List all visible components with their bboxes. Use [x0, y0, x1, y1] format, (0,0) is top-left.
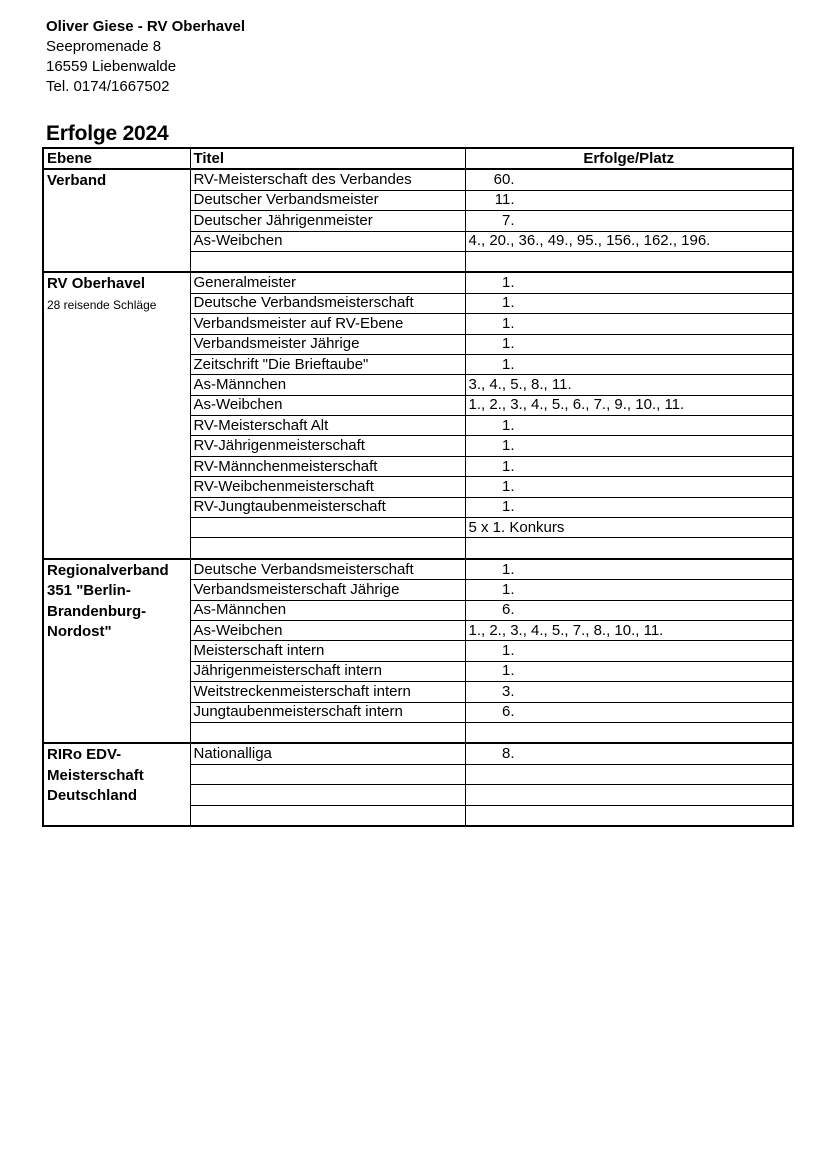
- titel-cell: As-Männchen: [190, 600, 465, 620]
- titel-cell: RV-Meisterschaft des Verbandes: [190, 169, 465, 190]
- platz-cell: [465, 682, 793, 702]
- platz-cell: [465, 354, 793, 374]
- titel-cell: Deutscher Jährigenmeister: [190, 211, 465, 231]
- titel-cell: RV-Jährigenmeisterschaft: [190, 436, 465, 456]
- platz-value: 1.: [501, 294, 515, 312]
- platz-cell: [465, 559, 793, 580]
- erfolge-table: [42, 147, 794, 827]
- platz-value: 6.: [501, 703, 515, 721]
- ebene-cell: [43, 272, 190, 558]
- titel-cell: [190, 538, 465, 559]
- platz-cell: [465, 314, 793, 334]
- ebene-level-label: RIRo EDV-Meisterschaft Deutschland: [47, 746, 144, 805]
- platz-cell: [465, 538, 793, 559]
- platz-cell: 5 x 1. Konkurs: [465, 518, 793, 538]
- sender-phone: Tel. 0174/1667502: [46, 78, 170, 95]
- platz-cell: [465, 456, 793, 476]
- platz-cell: [465, 722, 793, 743]
- titel-cell: Deutsche Verbandsmeisterschaft: [190, 293, 465, 313]
- platz-cell: 1., 2., 3., 4., 5., 6., 7., 9., 10., 11.: [465, 395, 793, 415]
- ebene-cell: [43, 169, 190, 272]
- platz-cell: [465, 805, 793, 826]
- titel-cell: Verbandsmeister auf RV-Ebene: [190, 314, 465, 334]
- platz-cell: [465, 477, 793, 497]
- titel-cell: RV-Jungtaubenmeisterschaft: [190, 497, 465, 517]
- ebene-level-label: RV Oberhavel: [47, 275, 146, 293]
- platz-value: 1.: [501, 457, 515, 475]
- titel-cell: [190, 805, 465, 826]
- titel-cell: RV-Meisterschaft Alt: [190, 416, 465, 436]
- ebene-cell: [43, 559, 190, 744]
- platz-value: 1.: [501, 560, 515, 578]
- platz-cell: [465, 169, 793, 190]
- platz-value: 1.: [501, 477, 515, 495]
- table-row: [43, 559, 793, 580]
- platz-cell: [465, 661, 793, 681]
- platz-value: 7.: [501, 211, 515, 229]
- titel-cell: Weitstreckenmeisterschaft intern: [190, 682, 465, 702]
- table-header-row: [43, 148, 793, 169]
- sender-block: [42, 17, 792, 97]
- platz-value: 8.: [501, 745, 515, 763]
- ebene-cell: [43, 743, 190, 826]
- titel-cell: Verbandsmeister Jährige: [190, 334, 465, 354]
- titel-cell: [190, 251, 465, 272]
- platz-value: 1.: [501, 642, 515, 660]
- titel-cell: Deutscher Verbandsmeister: [190, 190, 465, 210]
- titel-cell: [190, 722, 465, 743]
- platz-value: 1.: [501, 662, 515, 680]
- platz-cell: [465, 580, 793, 600]
- platz-cell: 3., 4., 5., 8., 11.: [465, 375, 793, 395]
- titel-cell: As-Männchen: [190, 375, 465, 395]
- titel-cell: Meisterschaft intern: [190, 641, 465, 661]
- platz-value: 1.: [501, 437, 515, 455]
- titel-cell: Jungtaubenmeisterschaft intern: [190, 702, 465, 722]
- platz-value: 11.: [494, 191, 515, 209]
- titel-cell: Verbandsmeisterschaft Jährige: [190, 580, 465, 600]
- platz-cell: [465, 211, 793, 231]
- platz-cell: [465, 743, 793, 764]
- titel-cell: Jährigenmeisterschaft intern: [190, 661, 465, 681]
- platz-value: 1.: [501, 580, 515, 598]
- platz-value: 1.: [501, 355, 515, 373]
- platz-cell: [465, 272, 793, 293]
- platz-cell: [465, 293, 793, 313]
- platz-cell: 1., 2., 3., 4., 5., 7., 8., 10., 11.: [465, 620, 793, 640]
- platz-cell: [465, 190, 793, 210]
- platz-value: 1.: [501, 314, 515, 332]
- sender-name: Oliver Giese - RV Oberhavel: [46, 18, 245, 35]
- column-header-erfolge-platz: Erfolge/Platz: [465, 148, 793, 169]
- platz-value: 3.: [501, 682, 515, 700]
- table-row: [43, 272, 793, 293]
- titel-cell: As-Weibchen: [190, 231, 465, 251]
- table-row: [43, 169, 793, 190]
- column-header-titel: Titel: [190, 148, 465, 169]
- ebene-level-label: Regionalverband 351 "Berlin-Brandenburg-Nordost": [47, 561, 169, 641]
- platz-value: 6.: [501, 601, 515, 619]
- platz-cell: [465, 702, 793, 722]
- titel-cell: RV-Männchenmeisterschaft: [190, 456, 465, 476]
- titel-cell: [190, 785, 465, 805]
- column-header-ebene: Ebene: [43, 148, 190, 169]
- platz-cell: [465, 251, 793, 272]
- titel-cell: Nationalliga: [190, 743, 465, 764]
- platz-cell: [465, 497, 793, 517]
- platz-value: 1.: [501, 498, 515, 516]
- platz-cell: 4., 20., 36., 49., 95., 156., 162., 196.: [465, 231, 793, 251]
- titel-cell: Generalmeister: [190, 272, 465, 293]
- platz-value: 60.: [493, 171, 515, 189]
- platz-cell: [465, 416, 793, 436]
- platz-value: 1.: [501, 335, 515, 353]
- platz-cell: [465, 436, 793, 456]
- platz-cell: [465, 334, 793, 354]
- titel-cell: Deutsche Verbandsmeisterschaft: [190, 559, 465, 580]
- sender-street: Seepromenade 8: [46, 38, 162, 55]
- platz-cell: [465, 764, 793, 784]
- ebene-level-label: Verband: [47, 172, 107, 190]
- titel-cell: Zeitschrift "Die Brieftaube": [190, 354, 465, 374]
- platz-cell: [465, 785, 793, 805]
- platz-cell: [465, 641, 793, 661]
- titel-cell: As-Weibchen: [190, 620, 465, 640]
- titel-cell: RV-Weibchenmeisterschaft: [190, 477, 465, 497]
- ebene-sublabel: 28 reisende Schläge: [47, 297, 157, 312]
- table-row: [43, 743, 793, 764]
- platz-value: 1.: [501, 416, 515, 434]
- titel-cell: [190, 764, 465, 784]
- platz-cell: [465, 600, 793, 620]
- platz-value: 1.: [501, 274, 515, 292]
- titel-cell: As-Weibchen: [190, 395, 465, 415]
- page-title: Erfolge 2024: [46, 122, 169, 145]
- titel-cell: [190, 518, 465, 538]
- sender-city: 16559 Liebenwalde: [46, 58, 177, 75]
